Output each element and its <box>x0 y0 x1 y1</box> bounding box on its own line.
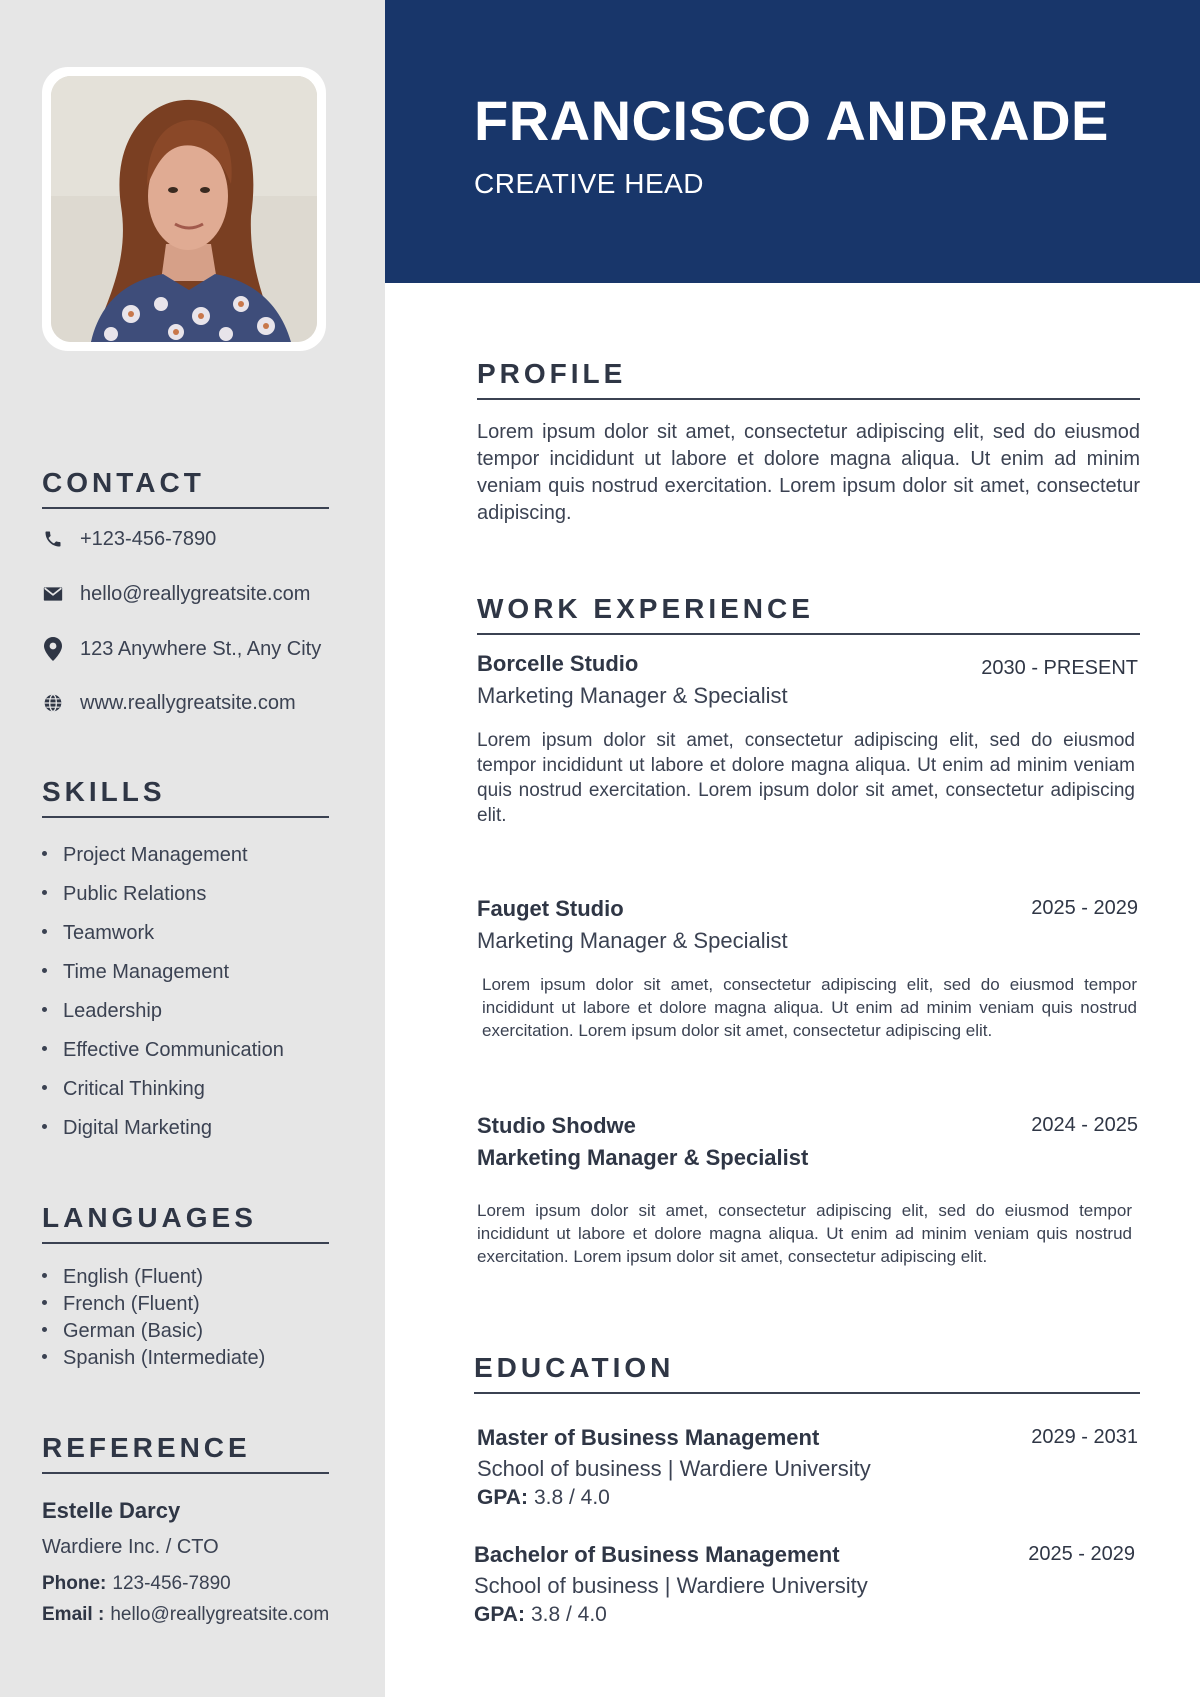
mail-icon <box>42 583 64 605</box>
job-description: Lorem ipsum dolor sit amet, consectetur adipiscing elit, sed do eiusmod tempor incididunt ut labore et dolore magna aliqua. Ut enim ad minim veniam quis nostrud exercitation. Lorem ipsum dolor sit amet, consectetur adipiscing elit. <box>477 730 1135 826</box>
reference-email: Email : hello@reallygreatsite.com <box>42 1604 330 1625</box>
contact-email-text: hello@reallygreatsite.com <box>80 582 311 605</box>
education-heading: EDUCATION <box>474 1352 1140 1394</box>
list-item: Teamwork <box>42 914 284 953</box>
contact-website-text: www.reallygreatsite.com <box>80 691 296 714</box>
work-heading: WORK EXPERIENCE <box>477 593 1140 635</box>
job-title: Marketing Manager & Specialist <box>477 683 788 708</box>
edu-degree: Bachelor of Business Management <box>474 1542 840 1567</box>
location-pin-icon <box>42 638 64 660</box>
globe-icon <box>42 692 64 714</box>
profile-text: Lorem ipsum dolor sit amet, consectetur adipiscing elit, sed do eiusmod tempor incididunt ut labore et dolore magna aliqua. Ut enim ad minim veniam quis nostrud exercitation. Lorem ipsum dolor sit amet, consectetur adipiscing. <box>477 421 1140 524</box>
job-title: Marketing Manager & Specialist <box>477 928 788 953</box>
job-company: Studio Shodwe <box>477 1113 636 1138</box>
reference-name: Estelle Darcy <box>42 1498 181 1523</box>
profile-photo <box>51 76 317 342</box>
list-item: German (Basic) <box>42 1318 265 1345</box>
job-description: Lorem ipsum dolor sit amet, consectetur adipiscing elit, sed do eiusmod tempor incididunt ut labore et dolore magna aliqua. Ut enim ad minim veniam quis nostrud exercitation. Lorem ipsum dolor sit amet, consectetur adipiscing elit. <box>477 1201 1132 1266</box>
edu-date: 2025 - 2029 <box>1028 1543 1135 1565</box>
list-item: Public Relations <box>42 875 284 914</box>
contact-email <box>42 579 310 609</box>
list-item: English (Fluent) <box>42 1264 265 1291</box>
contact-address <box>42 634 321 664</box>
candidate-name: FRANCISCO ANDRADE <box>474 89 1109 152</box>
contact-phone-text: +123-456-7890 <box>80 527 217 550</box>
list-item: Leadership <box>42 992 284 1031</box>
list-item: French (Fluent) <box>42 1291 265 1318</box>
edu-school: School of business | Wardiere University <box>477 1456 871 1481</box>
job-date: 2024 - 2025 <box>1031 1114 1138 1136</box>
job-company: Borcelle Studio <box>477 651 639 676</box>
languages-list <box>42 1264 265 1372</box>
skills-list <box>42 836 284 1148</box>
job-title: Marketing Manager & Specialist <box>477 1145 809 1170</box>
contact-website <box>42 688 296 718</box>
profile-photo-frame <box>42 67 326 351</box>
contact-heading: CONTACT <box>42 467 329 509</box>
profile-heading: PROFILE <box>477 358 1140 400</box>
edu-date: 2029 - 2031 <box>1031 1426 1138 1448</box>
job-company: Fauget Studio <box>477 896 624 921</box>
reference-phone: Phone: 123-456-7890 <box>42 1573 231 1594</box>
reference-company: Wardiere Inc. / CTO <box>42 1536 219 1558</box>
reference-heading: REFERENCE <box>42 1432 329 1474</box>
list-item: Effective Communication <box>42 1031 284 1070</box>
contact-phone <box>42 524 216 554</box>
languages-heading: LANGUAGES <box>42 1202 329 1244</box>
list-item: Digital Marketing <box>42 1109 284 1148</box>
job-date: 2025 - 2029 <box>1031 897 1138 919</box>
edu-gpa: GPA: 3.8 / 4.0 <box>474 1603 607 1626</box>
contact-address-text: 123 Anywhere St., Any City <box>80 637 322 660</box>
skills-heading: SKILLS <box>42 776 329 818</box>
candidate-role: CREATIVE HEAD <box>474 168 705 199</box>
list-item: Time Management <box>42 953 284 992</box>
job-description: Lorem ipsum dolor sit amet, consectetur adipiscing elit, sed do eiusmod tempor incididunt ut labore et dolore magna aliqua. Ut enim ad minim veniam quis nostrud exercitation. Lorem ipsum dolor sit amet, consectetur adipiscing elit. <box>482 975 1137 1040</box>
edu-degree: Master of Business Management <box>477 1425 820 1450</box>
edu-school: School of business | Wardiere University <box>474 1573 868 1598</box>
list-item: Spanish (Intermediate) <box>42 1345 265 1372</box>
edu-gpa: GPA: 3.8 / 4.0 <box>477 1486 610 1509</box>
phone-icon <box>42 528 64 550</box>
list-item: Project Management <box>42 836 284 875</box>
job-date: 2030 - PRESENT <box>981 657 1138 679</box>
list-item: Critical Thinking <box>42 1070 284 1109</box>
